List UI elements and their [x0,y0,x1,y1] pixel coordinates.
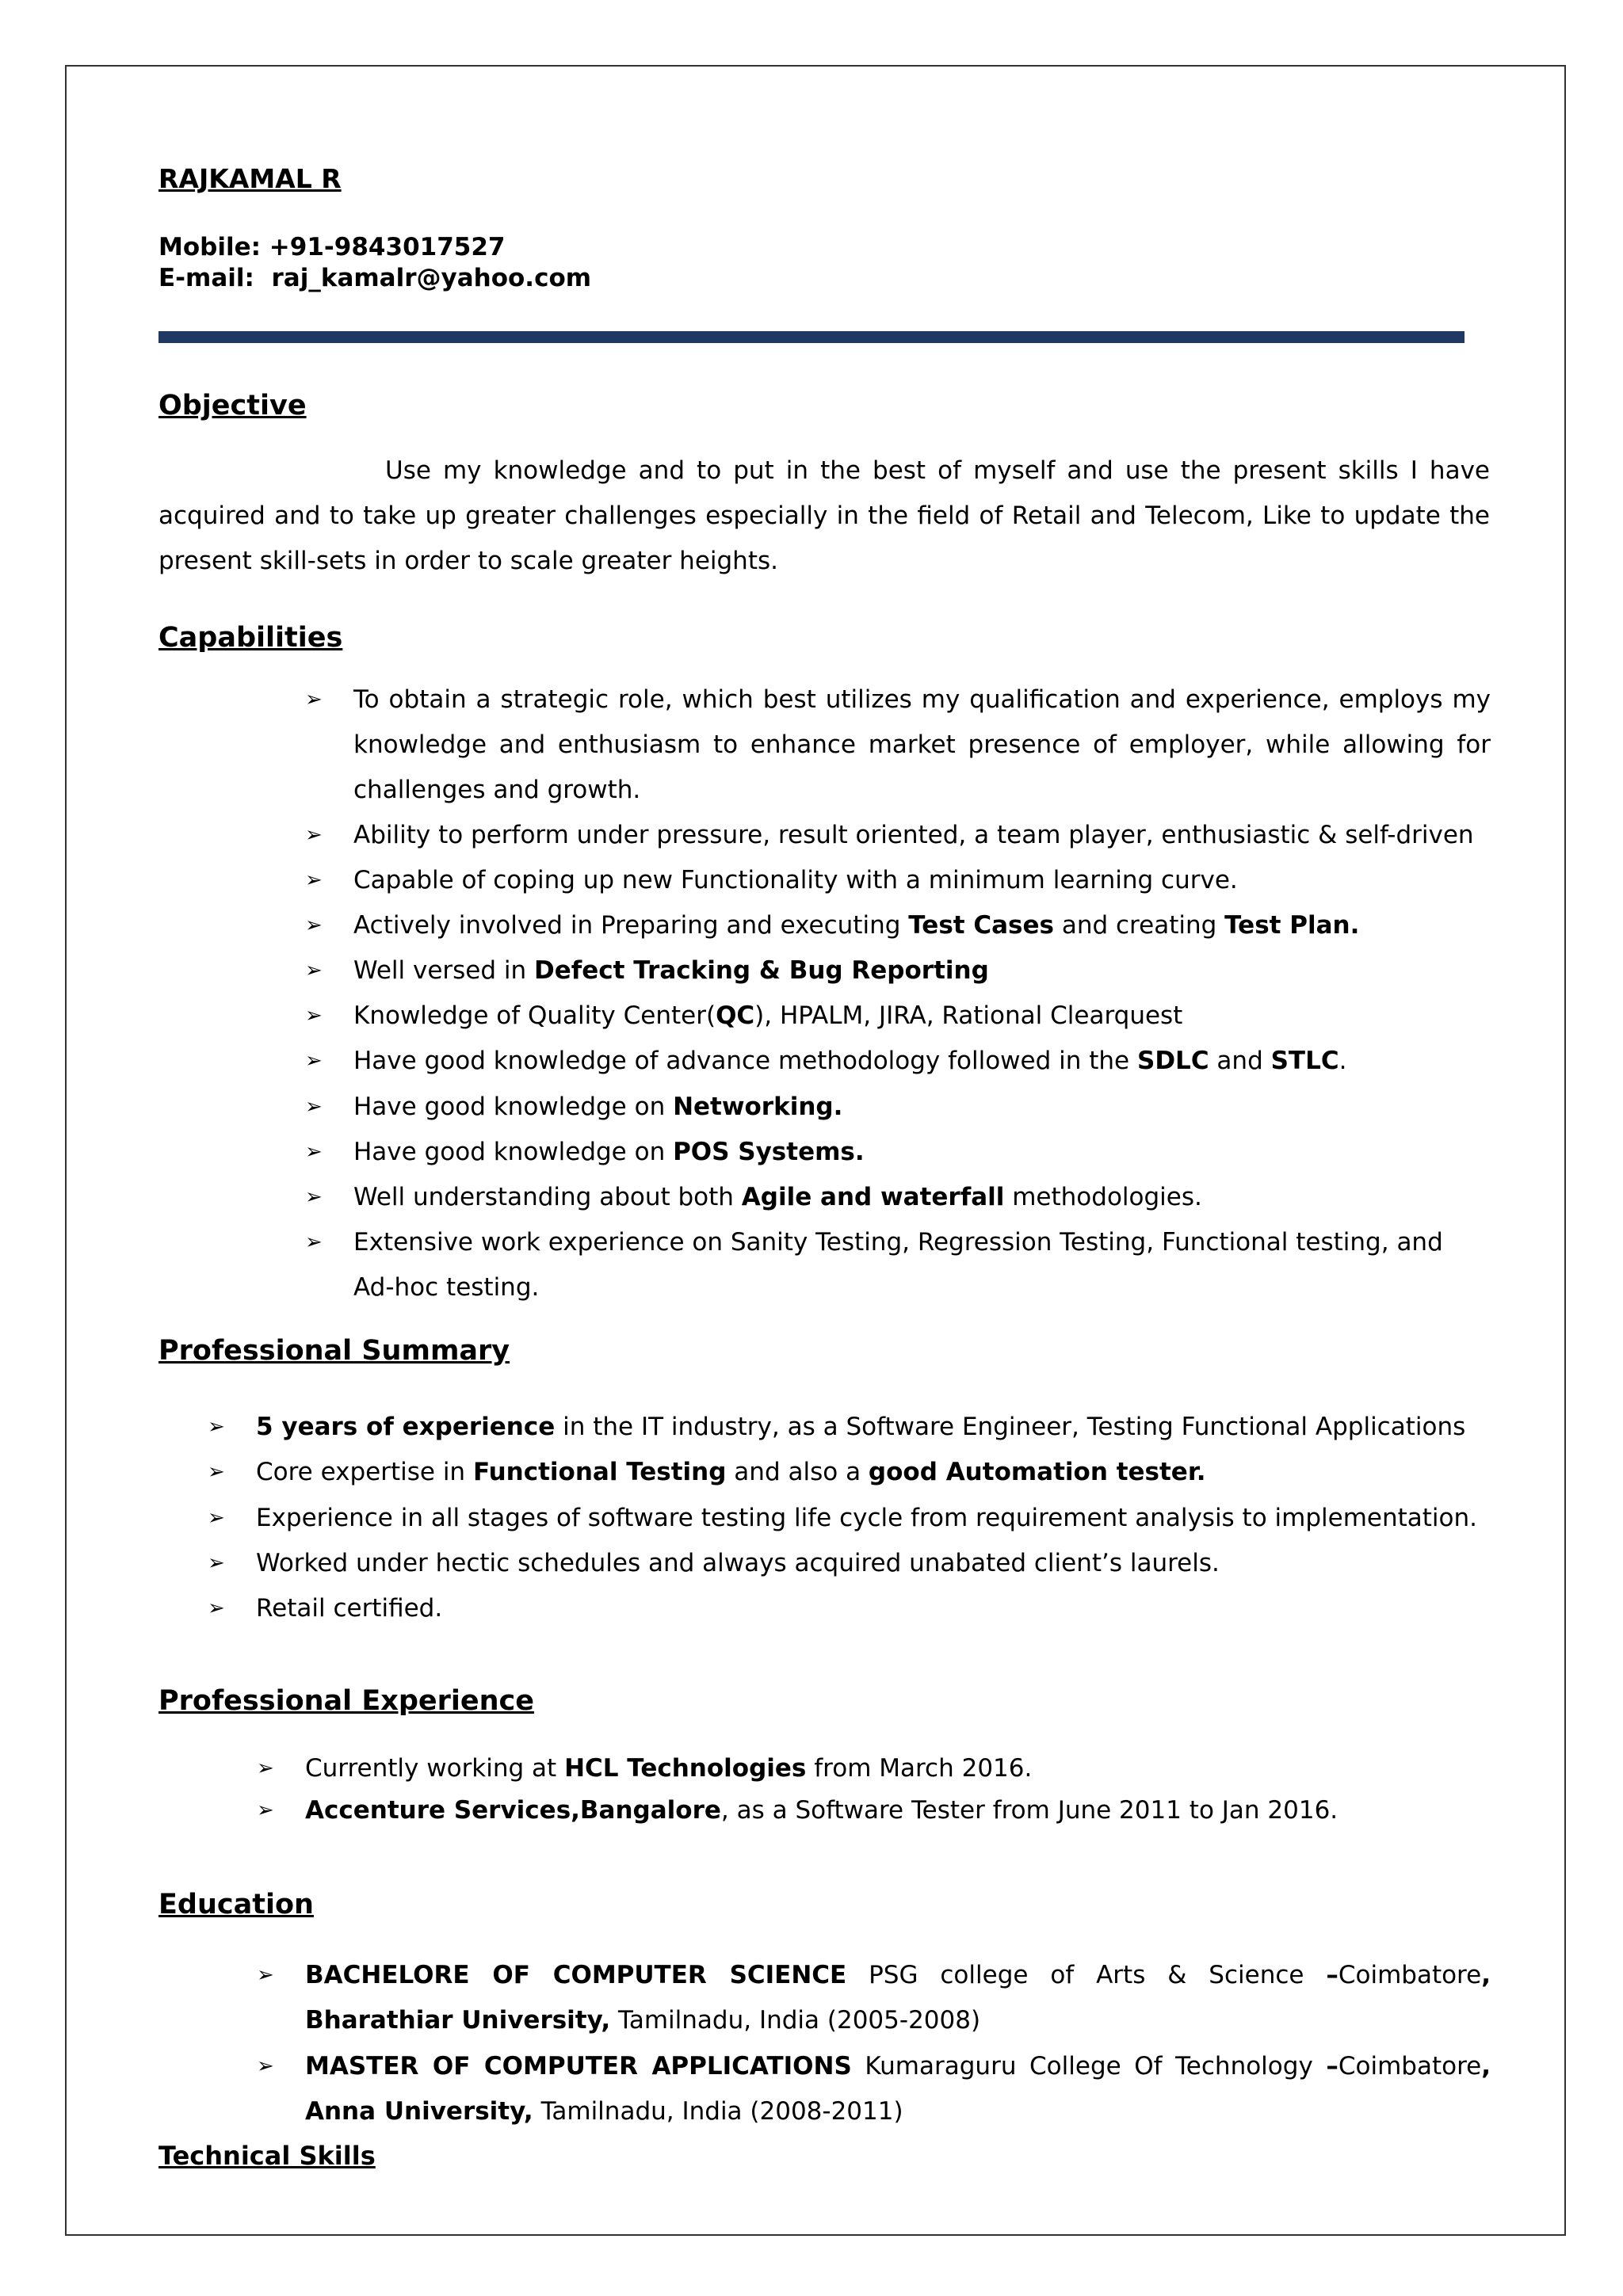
objective-text: Use my knowledge and to put in the best of myself and use the present skills I have acquired and to take up greater challenges especially in the field of Retail and Telecom, Like to update the present skill-sets in order to scale greater heights. [158,456,1490,575]
education-heading: Education [158,1889,314,1920]
experience-heading: Professional Experience [158,1685,535,1717]
arrowhead-bullet-icon: ➢ [305,1004,323,1028]
arrowhead-bullet-icon: ➢ [305,868,323,892]
arrowhead-bullet-icon: ➢ [257,1798,274,1822]
objective-heading: Objective [158,390,307,421]
arrowhead-bullet-icon: ➢ [305,1140,323,1164]
arrowhead-bullet-icon: ➢ [257,1963,274,1987]
arrowhead-bullet-icon: ➢ [208,1460,225,1484]
arrowhead-bullet-icon: ➢ [305,1095,323,1119]
technical-skills-heading: Technical Skills [158,2141,376,2171]
capabilities-heading: Capabilities [158,622,343,654]
arrowhead-bullet-icon: ➢ [305,913,323,937]
arrowhead-bullet-icon: ➢ [208,1551,225,1575]
candidate-name: RAJKAMAL R [158,163,342,194]
summary-heading: Professional Summary [158,1335,510,1367]
arrowhead-bullet-icon: ➢ [208,1596,225,1620]
header-divider [158,331,1465,343]
arrowhead-bullet-icon: ➢ [305,1185,323,1209]
arrowhead-bullet-icon: ➢ [305,823,323,847]
arrowhead-bullet-icon: ➢ [305,1230,323,1254]
arrowhead-bullet-icon: ➢ [305,1049,323,1073]
arrowhead-bullet-icon: ➢ [257,1756,274,1780]
arrowhead-bullet-icon: ➢ [305,688,323,711]
arrowhead-bullet-icon: ➢ [208,1415,225,1439]
arrowhead-bullet-icon: ➢ [305,959,323,982]
objective-paragraph [158,448,1490,584]
arrowhead-bullet-icon: ➢ [208,1506,225,1530]
email-line: E-mail: raj_kamalr@yahoo.com [158,264,592,292]
arrowhead-bullet-icon: ➢ [257,2054,274,2078]
mobile-line: Mobile: +91-9843017527 [158,233,506,261]
